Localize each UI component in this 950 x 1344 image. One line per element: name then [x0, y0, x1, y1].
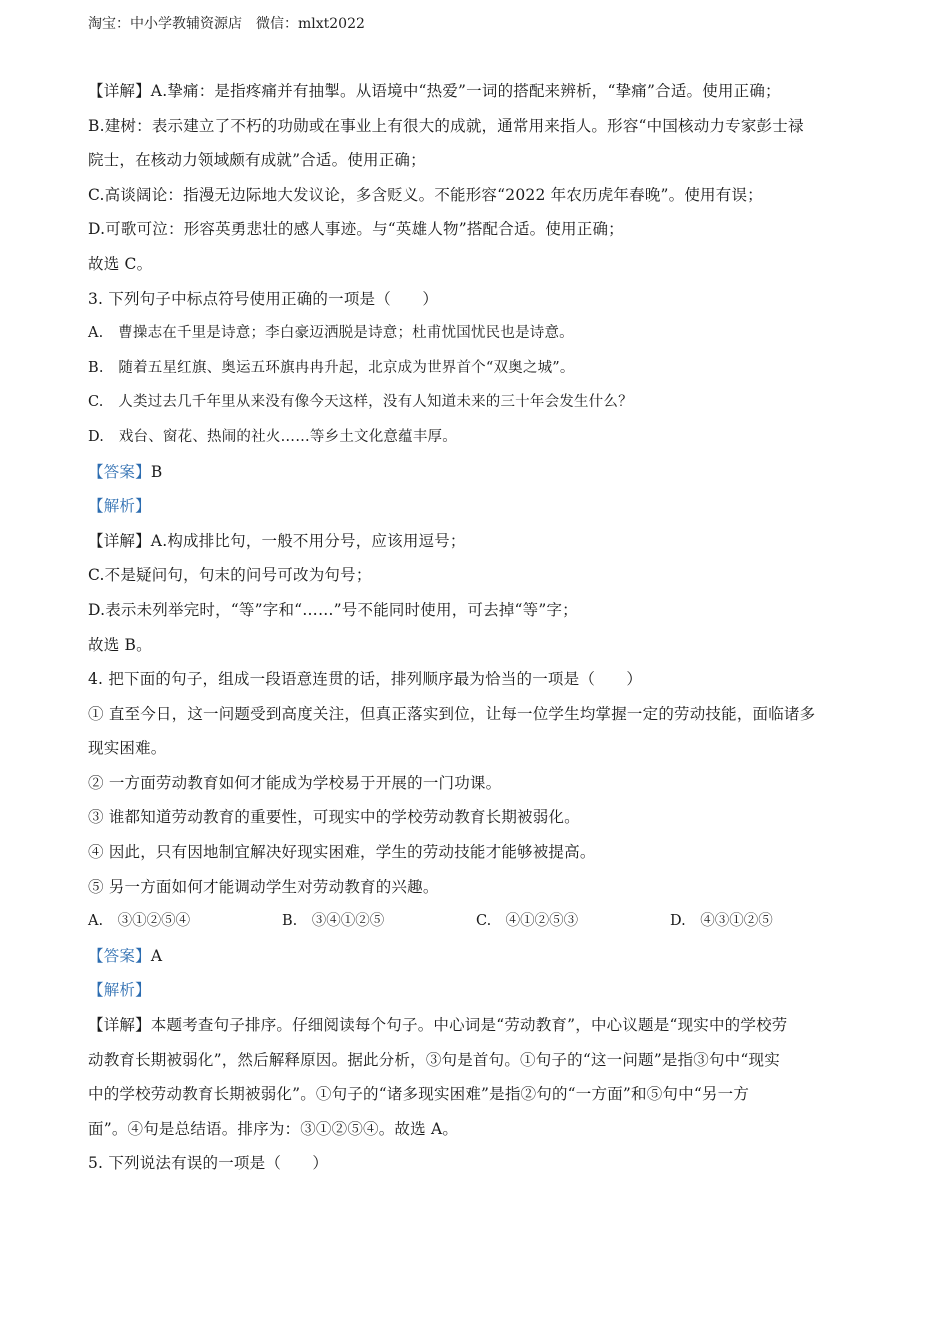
analysis-tag: 【解析】: [88, 981, 151, 1000]
q4-detail-3: 中的学校劳动教育长期被弱化”。①句子的“诸多现实困难”是指②句的“一方面”和⑤句中“另一方: [88, 1085, 750, 1104]
answer-value: A: [150, 946, 163, 965]
q3-option-c: C. 人类过去几千年里从来没有像今天这样，没有人知道未来的三十年会发生什么？: [88, 394, 633, 411]
page-header: 淘宝：中小学教辅资源店 微信：mlxt2022: [88, 16, 365, 32]
document-body: [88, 74, 864, 1181]
q4-sentence-3: ③ 谁都知道劳动教育的重要性，可现实中的学校劳动教育长期被弱化。: [88, 808, 580, 827]
q3-stem: 3. 下列句子中标点符号使用正确的一项是（ ）: [88, 289, 439, 308]
answer-tag: 【答案】: [88, 462, 151, 481]
q4-sentence-2: ② 一方面劳动教育如何才能成为学校易于开展的一门功课。: [88, 773, 502, 792]
q2-detail-c: C.高谈阔论：指漫无边际地大发议论，多含贬义。不能形容“2022 年农历虎年春晚”。使用有误；: [88, 185, 763, 204]
q4-options: [88, 904, 864, 939]
q4-sentence-4: ④ 因此，只有因地制宜解决好现实困难，学生的劳动技能才能够被提高。: [88, 843, 596, 862]
q4-option-d: D. ④③①②⑤: [670, 913, 773, 930]
q4-analysis: [88, 973, 864, 1008]
q2-detail-b: B.建树：表示建立了不朽的功勋或在事业上有很大的成就，通常用来指人。形容“中国核动力专家彭士禄: [88, 116, 804, 135]
q3-conclusion: 故选 B。: [88, 635, 152, 654]
q4-option-b: B. ③④①②⑤: [282, 913, 385, 930]
answer-value: B: [150, 462, 163, 481]
q2-detail-d: D.可歌可泣：形容英勇悲壮的感人事迹。与“英雄人物”搭配合适。使用正确；: [88, 220, 624, 239]
q4-detail-2: 动教育长期被弱化”，然后解释原因。据此分析，③句是首句。①句子的“这一问题”是指③句中“现实: [88, 1050, 780, 1069]
q2-detail-a: 【详解】A.挚痛：是指疼痛并有抽掣。从语境中“热爱”一词的搭配来辨析，“挚痛”合适。使用正确；: [88, 82, 781, 100]
q3-detail-d: D.表示未列举完时，“等”字和“……”号不能同时使用，可去掉“等”字；: [88, 600, 578, 619]
q5-stem: 5. 下列说法有误的一项是（ ）: [88, 1154, 329, 1173]
q3-option-a: A. 曹操志在千里是诗意；李白豪迈洒脱是诗意；杜甫忧国忧民也是诗意。: [88, 325, 574, 342]
q4-answer: [88, 939, 864, 974]
q4-detail-1: 【详解】本题考查句子排序。仔细阅读每个句子。中心词是“劳动教育”，中心议题是“现实中的学校劳: [88, 1016, 788, 1035]
q2-conclusion: 故选 C。: [88, 254, 153, 273]
q4-sentence-1-cont: 现实困难。: [88, 739, 167, 758]
q3-analysis: [88, 489, 864, 524]
q2-detail-b-cont: 院士，在核动力领域颇有成就”合适。使用正确；: [88, 151, 426, 170]
q4-option-a: A. ③①②⑤④: [88, 913, 191, 930]
q3-option-b: B. 随着五星红旗、奥运五环旗冉冉升起，北京成为世界首个“双奥之城”。: [88, 359, 575, 376]
q3-answer: [88, 455, 864, 490]
q3-detail-c: C.不是疑问句，句末的问号可改为句号；: [88, 566, 372, 585]
answer-tag: 【答案】: [88, 946, 151, 965]
q3-option-d: D. 戏台、窗花、热闹的社火……等乡土文化意蕴丰厚。: [88, 428, 457, 445]
q4-option-c: C. ④①②⑤③: [476, 913, 579, 930]
q4-sentence-1: ① 直至今日，这一问题受到高度关注，但真正落实到位，让每一位学生均掌握一定的劳动技能，面临诸多: [88, 704, 816, 723]
q4-detail-4: 面”。④句是总结语。排序为：③①②⑤④。故选 A。: [88, 1119, 459, 1138]
q4-stem: 4. 把下面的句子，组成一段语意连贯的话，排列顺序最为恰当的一项是（ ）: [88, 670, 643, 689]
q3-detail-a: 【详解】A.构成排比句，一般不用分号，应该用逗号；: [88, 531, 466, 550]
analysis-tag: 【解析】: [88, 497, 151, 516]
q4-sentence-5: ⑤ 另一方面如何才能调动学生对劳动教育的兴趣。: [88, 877, 439, 896]
